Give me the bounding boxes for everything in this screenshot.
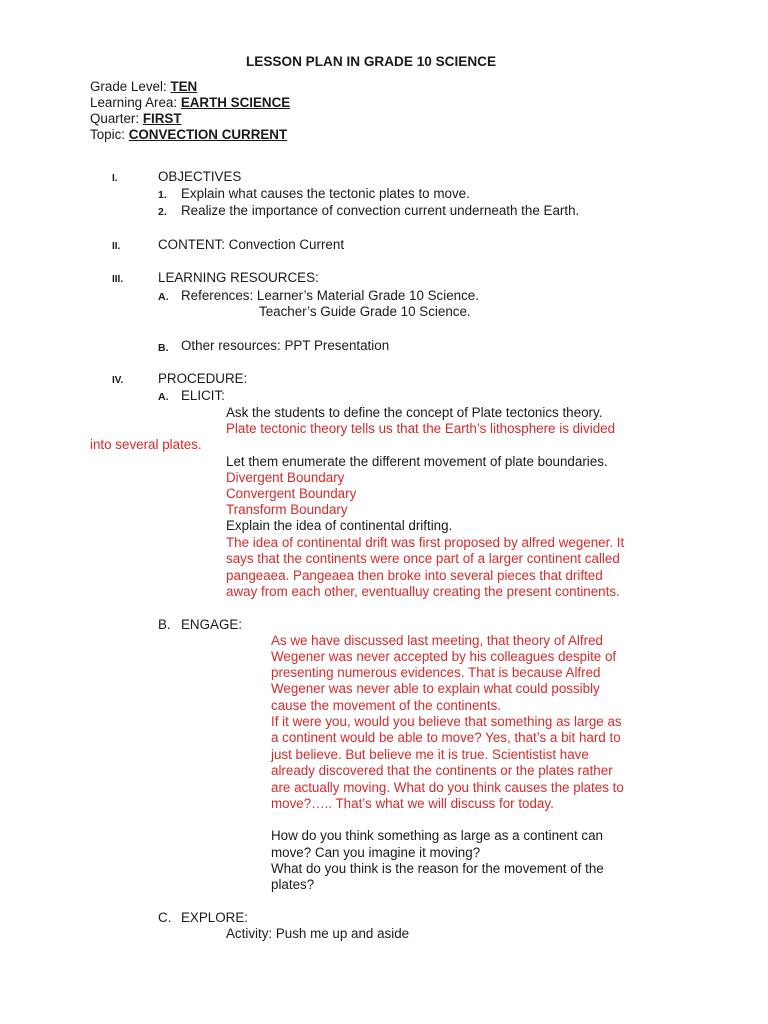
- boundary-item: Divergent Boundary: [226, 470, 345, 485]
- teacher-prompt: Ask the students to define the concept of Plate tectonics theory.: [226, 405, 603, 420]
- topic-label: Topic:: [90, 127, 129, 142]
- section-heading: LEARNING RESOURCES:: [158, 270, 319, 285]
- engage-text: Wegener was never accepted by his colleagues despite of: [271, 649, 617, 664]
- item-letter: A.: [158, 391, 169, 403]
- expected-answer: pangeaea. Pangeaea then broke into several pieces that drifted: [226, 568, 603, 583]
- document-title: LESSON PLAN IN GRADE 10 SCIENCE: [246, 54, 497, 69]
- expected-answer: into several plates.: [90, 437, 202, 452]
- engage-question: How do you think something as large as a continent can: [271, 828, 603, 843]
- engage-text: As we have discussed last meeting, that theory of Alfred: [271, 633, 603, 648]
- engage-text: If it were you, would you believe that something as large as: [271, 714, 622, 729]
- references-text: Teacher’s Guide Grade 10 Science.: [259, 304, 471, 319]
- expected-answer: away from each other, eventualluy creating the present continents.: [226, 584, 620, 599]
- grade-level-value: TEN: [170, 79, 198, 94]
- subsection-heading: EXPLORE:: [181, 910, 248, 925]
- section-numeral: IV.: [112, 375, 124, 386]
- learning-area-line: [90, 95, 290, 111]
- section-numeral: I.: [112, 173, 118, 184]
- section-numeral: II.: [112, 241, 121, 252]
- activity-text: Activity: Push me up and aside: [226, 926, 410, 941]
- item-letter: B.: [158, 342, 169, 354]
- expected-answer: says that the continents were once part of a larger continent called: [226, 551, 620, 566]
- engage-text: presenting numerous evidences. That is because Alfred: [271, 665, 601, 680]
- grade-level-label: Grade Level:: [90, 79, 171, 94]
- item-letter: B.: [158, 617, 171, 632]
- learning-area-label: Learning Area:: [90, 95, 181, 110]
- objective-item: Realize the importance of convection current underneath the Earth.: [181, 203, 580, 218]
- item-number: 2.: [158, 206, 167, 218]
- quarter-value: FIRST: [142, 111, 182, 126]
- subsection-heading: ELICIT:: [181, 388, 225, 403]
- topic-value: CONVECTION CURRENT: [128, 127, 288, 142]
- other-resources-text: Other resources: PPT Presentation: [181, 338, 390, 353]
- engage-question: plates?: [271, 877, 315, 892]
- grade-level-line: [90, 79, 197, 95]
- section-heading: PROCEDURE:: [158, 371, 248, 386]
- item-letter: A.: [158, 291, 169, 303]
- section-heading: CONTENT: Convection Current: [158, 237, 345, 252]
- boundary-item: Convergent Boundary: [226, 486, 357, 501]
- quarter-label: Quarter:: [90, 111, 143, 126]
- teacher-prompt: Let them enumerate the different movement of plate boundaries.: [226, 454, 608, 469]
- engage-text: just believe. But believe me it is true. Scientistist have: [271, 747, 589, 762]
- engage-text: cause the movement of the continents.: [271, 698, 502, 713]
- item-letter: C.: [158, 910, 172, 925]
- expected-answer: Plate tectonic theory tells us that the Earth’s lithosphere is divided: [226, 421, 616, 436]
- engage-text: are actually moving. What do you think causes the plates to: [271, 780, 624, 795]
- topic-line: [90, 127, 287, 143]
- subsection-heading: ENGAGE:: [181, 617, 243, 632]
- engage-text: move?….. That’s what we will discuss for today.: [271, 796, 554, 811]
- teacher-prompt: Explain the idea of continental drifting.: [226, 518, 453, 533]
- section-heading: OBJECTIVES: [158, 169, 242, 184]
- item-number: 1.: [158, 189, 167, 201]
- boundary-item: Transform Boundary: [226, 502, 348, 517]
- engage-text: Wegener was never able to explain what could possibly: [271, 681, 600, 696]
- engage-text: already discovered that the continents or the plates rather: [271, 763, 613, 778]
- learning-area-value: EARTH SCIENCE: [180, 95, 291, 110]
- expected-answer: The idea of continental drift was first proposed by alfred wegener. It: [226, 535, 625, 550]
- quarter-line: [90, 111, 182, 127]
- section-numeral: III.: [112, 274, 124, 285]
- references-text: References: Learner’s Material Grade 10 Science.: [181, 288, 479, 303]
- engage-question: move? Can you imagine it moving?: [271, 845, 481, 860]
- engage-question: What do you think is the reason for the movement of the: [271, 861, 604, 876]
- engage-text: a continent would be able to move? Yes, that’s a bit hard to: [271, 730, 621, 745]
- objective-item: Explain what causes the tectonic plates to move.: [181, 186, 470, 201]
